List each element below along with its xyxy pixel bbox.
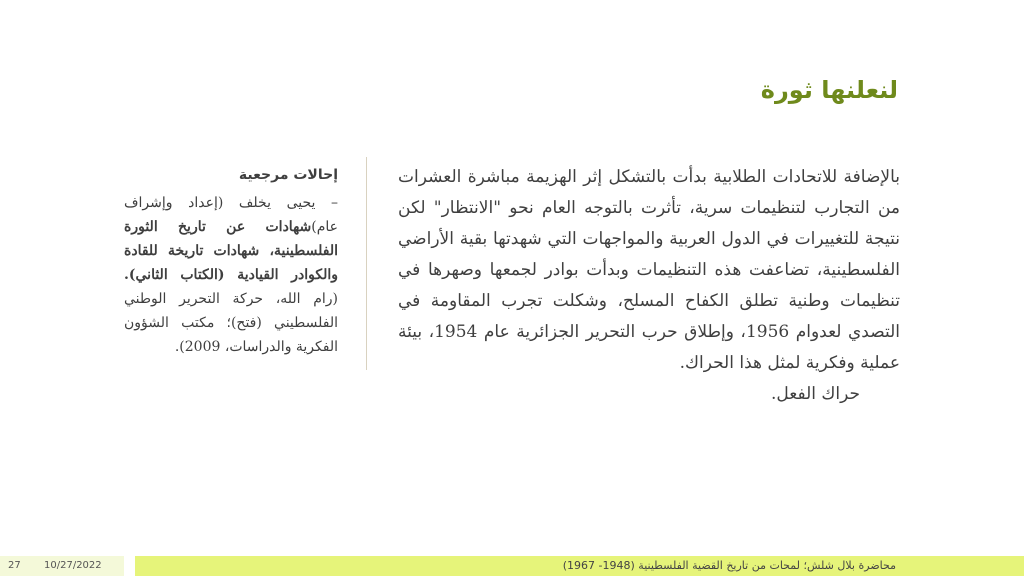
main-text-block	[398, 162, 900, 410]
main-paragraph: بالإضافة للاتحادات الطلابية بدأت بالتشكل إثر الهزيمة مباشرة العشرات من التجارب لتنظيمات سرية، تأثرت بالتوجه العام نحو "الانتظار" لكن نتيجة للتغييرات في الدول العربية والمواجهات التي شهدتها بقية الأراضي الفلسطينية، تضاعفت هذه التنظيمات وبدأت بوادر لجمعها وصهرها في تنظيمات وطنية تطلق الكفاح المسلح، وشكلت تجرب المقاومة في التصدي لعدوام 1956، وإطلاق حرب التحرير الجزائرية عام 1954، بيئة عملية وفكرية لمثل هذا الحراك.	[398, 167, 900, 373]
footer-left-panel	[0, 556, 124, 576]
references-block	[124, 163, 338, 359]
footer-date: 10/27/2022	[44, 560, 102, 571]
footer	[0, 556, 1024, 576]
reference-book-title: شهادات عن تاريخ الثورة الفلسطينية، شهادات تاريخة للقادة والكوادر القيادية (الكتاب الثاني).	[124, 219, 338, 283]
references-body	[124, 191, 338, 359]
page-number: 27	[8, 560, 21, 571]
slide-title: لنعلنها ثورة	[760, 76, 898, 104]
column-divider	[366, 157, 367, 370]
footer-title: محاضرة بلال شلش؛ لمحات من تاريخ القضية الفلسطينية (1948- 1967)	[562, 559, 896, 572]
reference-author: – يحيى يخلف (إعداد وإشراف عام)	[124, 195, 338, 235]
reference-publisher: (رام الله، حركة التحرير الوطني الفلسطيني (فتح)؛ مكتب الشؤون الفكرية والدراسات، 2009).	[124, 291, 338, 355]
main-paragraph-tail: حراك الفعل.	[770, 384, 860, 404]
references-heading: إحالات مرجعية	[238, 167, 338, 183]
footer-bar	[135, 556, 1024, 576]
